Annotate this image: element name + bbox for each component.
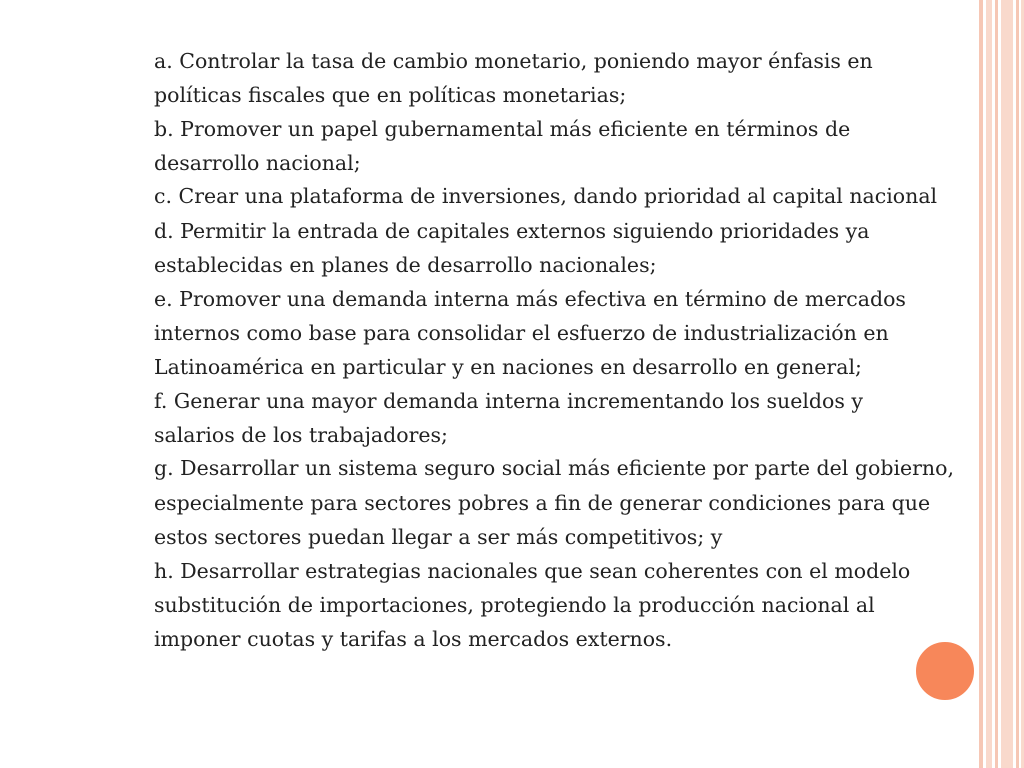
text-line: imponer cuotas y tarifas a los mercados externos. <box>154 627 673 651</box>
text-line: especialmente para sectores pobres a fin de generar condiciones para que <box>154 491 931 515</box>
decorative-bar <box>986 0 992 768</box>
text-line: salarios de los trabajadores; <box>154 423 448 447</box>
text-line: d. Permitir la entrada de capitales externos siguiendo prioridades ya <box>154 219 870 243</box>
text-line: c. Crear una plataforma de inversiones, dando prioridad al capital nacional <box>154 184 938 208</box>
text-line: b. Promover un papel gubernamental más eficiente en términos de <box>154 117 851 141</box>
decorative-bar <box>1001 0 1013 768</box>
text-line: substitución de importaciones, protegiendo la producción nacional al <box>154 593 875 617</box>
text-line: establecidas en planes de desarrollo nacionales; <box>154 253 657 277</box>
text-line: a. Controlar la tasa de cambio monetario, poniendo mayor énfasis en <box>154 49 873 73</box>
text-line: estos sectores puedan llegar a ser más competitivos; y <box>154 525 723 549</box>
text-line: g. Desarrollar un sistema seguro social más eficiente por parte del gobierno, <box>154 456 954 480</box>
decorative-bar <box>979 0 983 768</box>
text-line: f. Generar una mayor demanda interna incrementando los sueldos y <box>154 389 863 413</box>
text-line: políticas fiscales que en políticas monetarias; <box>154 83 627 107</box>
text-line: h. Desarrollar estrategias nacionales que sean coherentes con el modelo <box>154 559 911 583</box>
decorative-bar <box>995 0 998 768</box>
text-line: internos como base para consolidar el esfuerzo de industrialización en <box>154 321 889 345</box>
text-line: Latinoamérica en particular y en naciones en desarrollo en general; <box>154 355 862 379</box>
text-line: e. Promover una demanda interna más efectiva en término de mercados <box>154 287 906 311</box>
decorative-circle <box>914 640 976 702</box>
decorative-bar <box>1016 0 1019 768</box>
text-line: desarrollo nacional; <box>154 151 361 175</box>
slide-body-text <box>154 44 974 656</box>
